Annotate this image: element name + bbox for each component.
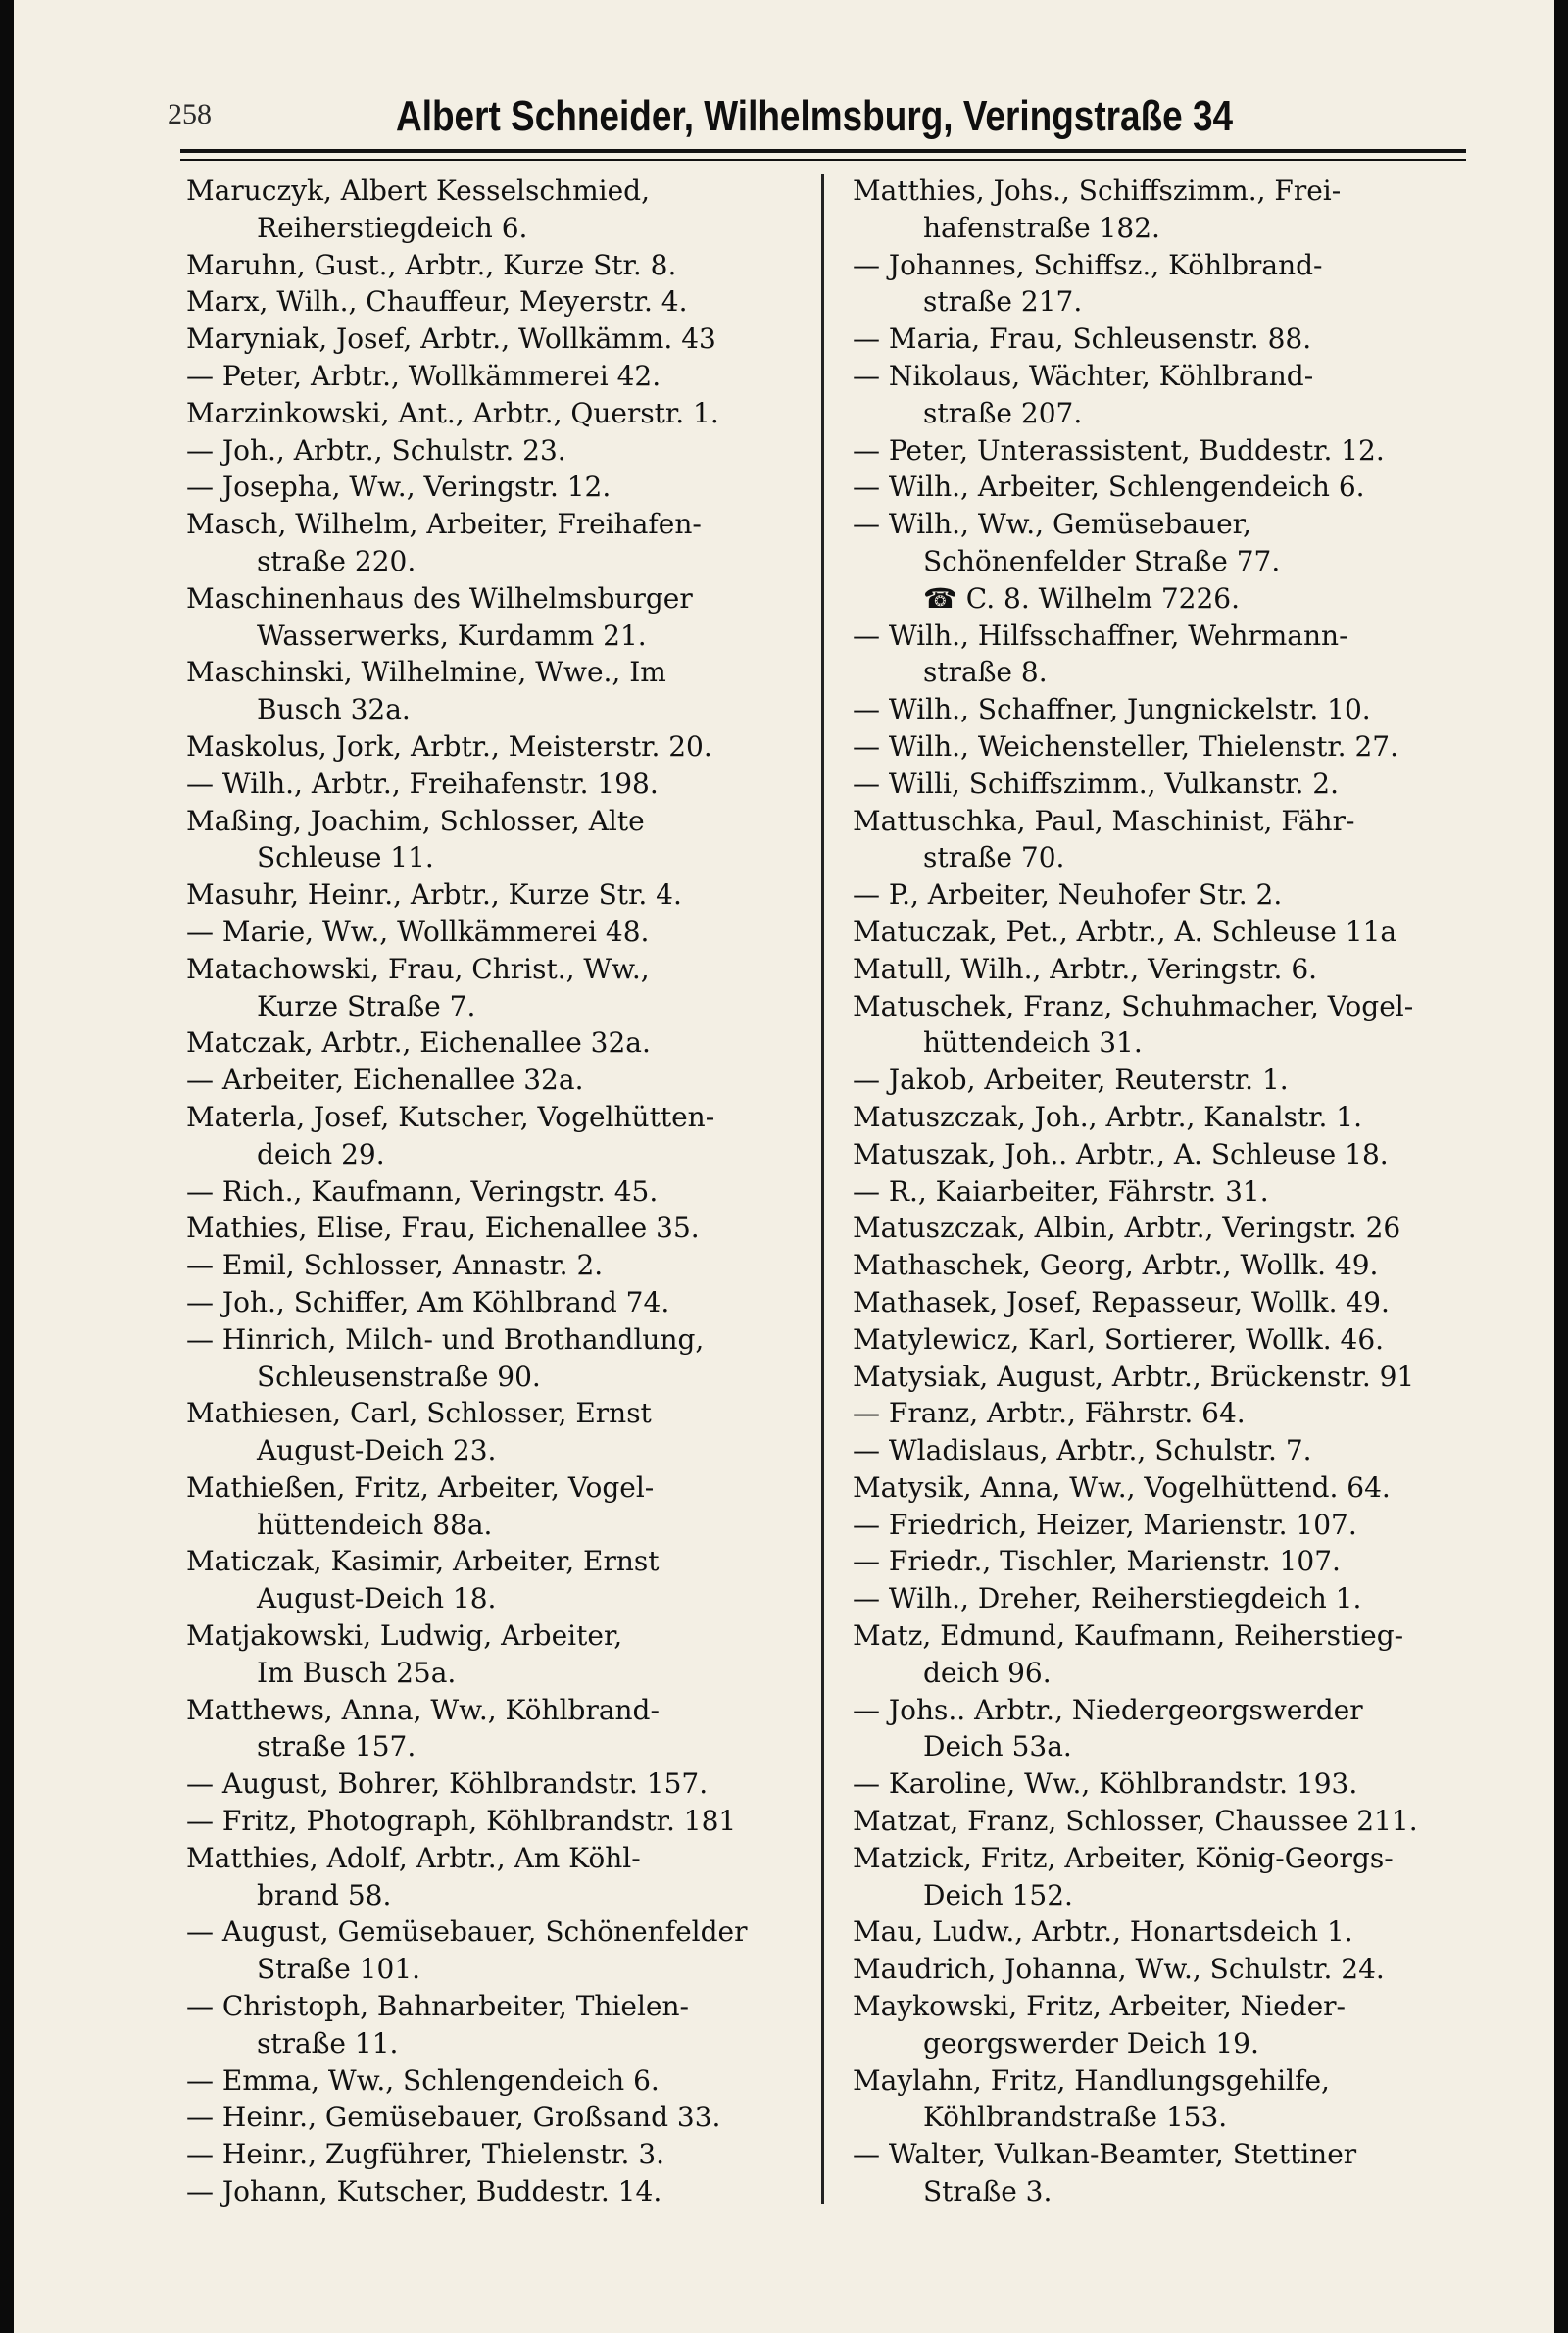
entry-line: Mathiesen, Carl, Schlosser, Ernst bbox=[186, 1397, 652, 1430]
entry-continuation-line: Im Busch 25a. bbox=[257, 1656, 457, 1689]
directory-entry bbox=[186, 914, 813, 951]
directory-entry bbox=[186, 1099, 813, 1173]
entry-line: — Wilh., Dreher, Reiherstiegdeich 1. bbox=[853, 1582, 1362, 1615]
directory-entry bbox=[853, 988, 1480, 1063]
directory-entry bbox=[853, 1210, 1480, 1247]
entry-line: — Rich., Kaufmann, Veringstr. 45. bbox=[186, 1174, 659, 1208]
directory-entry bbox=[186, 951, 813, 1025]
directory-entry bbox=[186, 321, 813, 358]
entry-line: — Marie, Ww., Wollkämmerei 48. bbox=[186, 915, 650, 948]
directory-entry bbox=[853, 1469, 1480, 1507]
directory-entry bbox=[186, 1284, 813, 1321]
entry-line: Matachowski, Frau, Christ., Ww., bbox=[186, 952, 650, 985]
directory-entry bbox=[186, 1024, 813, 1062]
entry-line: — Franz, Arbtr., Fährstr. 64. bbox=[853, 1397, 1246, 1430]
entry-line: Matylewicz, Karl, Sortierer, Wollk. 46. bbox=[853, 1322, 1385, 1356]
entry-line: Matczak, Arbtr., Eichenallee 32a. bbox=[186, 1026, 651, 1060]
entry-line: — Christoph, Bahnarbeiter, Thielen- bbox=[186, 1990, 689, 2023]
directory-entry bbox=[186, 1173, 813, 1211]
entry-continuation-line: Deich 53a. bbox=[923, 1730, 1072, 1763]
entry-line: — Friedr., Tischler, Marienstr. 107. bbox=[853, 1545, 1341, 1578]
directory-entry bbox=[186, 1210, 813, 1247]
entry-line: Matthies, Adolf, Arbtr., Am Köhl- bbox=[186, 1841, 641, 1874]
entry-line: — Wladislaus, Arbtr., Schulstr. 7. bbox=[853, 1434, 1312, 1467]
column-divider bbox=[821, 174, 824, 2204]
entry-line: — Jakob, Arbeiter, Reuterstr. 1. bbox=[853, 1064, 1289, 1097]
header-rule bbox=[180, 149, 1466, 153]
entry-line: Maryniak, Josef, Arbtr., Wollkämm. 43 bbox=[186, 323, 716, 356]
directory-entry bbox=[853, 506, 1480, 617]
entry-line: Matuszak, Joh.. Arbtr., A. Schleuse 18. bbox=[853, 1137, 1389, 1170]
directory-entry bbox=[853, 1395, 1480, 1432]
directory-entry bbox=[853, 1099, 1480, 1136]
entry-continuation-line: straße 157. bbox=[257, 1730, 416, 1763]
directory-entry bbox=[186, 1469, 813, 1544]
entry-continuation-line: deich 29. bbox=[257, 1137, 385, 1170]
directory-entry bbox=[853, 1173, 1480, 1211]
header-rule-thin bbox=[180, 159, 1466, 161]
directory-entry bbox=[186, 580, 813, 655]
entry-line: Maskolus, Jork, Arbtr., Meisterstr. 20. bbox=[186, 729, 712, 763]
directory-entry bbox=[853, 321, 1480, 358]
entry-line: — Wilh., Ww., Gemüsebauer, bbox=[853, 508, 1251, 541]
entry-continuation-line: hüttendeich 31. bbox=[923, 1026, 1143, 1060]
directory-entry bbox=[853, 1692, 1480, 1766]
entry-continuation-line: Schleusenstraße 90. bbox=[257, 1360, 541, 1393]
entry-line: — Wilh., Hilfsschaffner, Wehrmann- bbox=[853, 619, 1348, 652]
entry-line: Mathießen, Fritz, Arbeiter, Vogel- bbox=[186, 1470, 655, 1504]
directory-entry bbox=[186, 1988, 813, 2062]
directory-entry bbox=[853, 1840, 1480, 1914]
entry-line: Matuszczak, Joh., Arbtr., Kanalstr. 1. bbox=[853, 1100, 1363, 1133]
entry-line: Maschinski, Wilhelmine, Wwe., Im bbox=[186, 656, 666, 689]
entry-line: — August, Gemüsebauer, Schönenfelder bbox=[186, 1915, 748, 1949]
directory-entry bbox=[853, 728, 1480, 766]
directory-entry bbox=[853, 1507, 1480, 1544]
entry-continuation-line: straße 207. bbox=[923, 396, 1083, 429]
entry-continuation-line: Deich 152. bbox=[923, 1878, 1073, 1911]
entry-line: Matthies, Johs., Schiffszimm., Frei- bbox=[853, 174, 1342, 207]
entry-line: — Wilh., Weichensteller, Thielenstr. 27. bbox=[853, 729, 1399, 763]
directory-entry bbox=[853, 1580, 1480, 1617]
directory-entry bbox=[853, 618, 1480, 692]
directory-entry bbox=[853, 173, 1480, 247]
directory-entry bbox=[186, 2136, 813, 2173]
entry-line: Maschinenhaus des Wilhelmsburger bbox=[186, 581, 693, 615]
entry-continuation-line: ☎ C. 8. Wilhelm 7226. bbox=[923, 581, 1240, 615]
directory-entry bbox=[853, 803, 1480, 877]
entry-continuation-line: straße 70. bbox=[923, 841, 1065, 874]
directory-entry bbox=[853, 1951, 1480, 1988]
entry-continuation-line: Wasserwerks, Kurdamm 21. bbox=[257, 619, 647, 652]
entry-line: — Peter, Unterassistent, Buddestr. 12. bbox=[853, 433, 1385, 467]
entry-continuation-line: Reiherstiegdeich 6. bbox=[257, 211, 528, 244]
directory-entry bbox=[853, 1432, 1480, 1469]
page-header: Albert Schneider, Wilhelmsburg, Veringstraße 34 bbox=[396, 92, 1234, 140]
entry-line: — Wilh., Arbeiter, Schlengendeich 6. bbox=[853, 471, 1365, 504]
left-column bbox=[186, 173, 813, 2210]
entry-line: — Wilh., Arbtr., Freihafenstr. 198. bbox=[186, 767, 659, 800]
entry-continuation-line: Schönenfelder Straße 77. bbox=[923, 544, 1281, 577]
directory-entry bbox=[186, 432, 813, 470]
directory-entry bbox=[853, 766, 1480, 803]
page-number: 258 bbox=[168, 98, 212, 130]
entry-line: Maudrich, Johanna, Ww., Schulstr. 24. bbox=[853, 1953, 1385, 1986]
directory-entry bbox=[186, 1765, 813, 1803]
entry-continuation-line: August-Deich 23. bbox=[257, 1434, 497, 1467]
entry-line: — Josepha, Ww., Veringstr. 12. bbox=[186, 471, 612, 504]
directory-entry bbox=[186, 1840, 813, 1914]
directory-entry bbox=[186, 766, 813, 803]
directory-entry bbox=[186, 395, 813, 432]
entry-line: Materla, Josef, Kutscher, Vogelhütten- bbox=[186, 1100, 715, 1133]
directory-entry bbox=[186, 173, 813, 247]
entry-line: Mathasek, Josef, Repasseur, Wollk. 49. bbox=[853, 1285, 1390, 1318]
entry-line: — Joh., Arbtr., Schulstr. 23. bbox=[186, 433, 566, 467]
entry-line: — Johs.. Arbtr., Niedergeorgswerder bbox=[853, 1693, 1363, 1726]
entry-continuation-line: straße 11. bbox=[257, 2026, 399, 2060]
entry-line: — August, Bohrer, Köhlbrandstr. 157. bbox=[186, 1767, 709, 1801]
directory-entry bbox=[853, 1913, 1480, 1951]
directory-entry bbox=[853, 432, 1480, 470]
entry-line: Maßing, Joachim, Schlosser, Alte bbox=[186, 804, 645, 837]
entry-continuation-line: hüttendeich 88a. bbox=[257, 1508, 493, 1541]
directory-entry bbox=[186, 283, 813, 321]
entry-line: — Arbeiter, Eichenallee 32a. bbox=[186, 1064, 584, 1097]
entry-line: — Emil, Schlosser, Annastr. 2. bbox=[186, 1249, 604, 1282]
entry-line: — Friedrich, Heizer, Marienstr. 107. bbox=[853, 1508, 1357, 1541]
entry-line: Matzick, Fritz, Arbeiter, König-Georgs- bbox=[853, 1841, 1394, 1874]
directory-entry bbox=[186, 1913, 813, 1988]
entry-continuation-line: deich 96. bbox=[923, 1656, 1052, 1689]
entry-line: Mau, Ludw., Arbtr., Honartsdeich 1. bbox=[853, 1915, 1353, 1949]
entry-line: — Joh., Schiffer, Am Köhlbrand 74. bbox=[186, 1285, 670, 1318]
entry-line: Matysiak, August, Arbtr., Brückenstr. 91 bbox=[853, 1360, 1415, 1393]
directory-entry bbox=[853, 1136, 1480, 1173]
directory-entry bbox=[186, 728, 813, 766]
entry-continuation-line: georgswerder Deich 19. bbox=[923, 2026, 1259, 2060]
entry-line: Marzinkowski, Ant., Arbtr., Querstr. 1. bbox=[186, 396, 719, 429]
directory-entry bbox=[186, 1543, 813, 1617]
entry-line: Matzat, Franz, Schlosser, Chaussee 211. bbox=[853, 1805, 1418, 1838]
entry-line: Mattuschka, Paul, Maschinist, Fähr- bbox=[853, 804, 1355, 837]
directory-entry bbox=[853, 1062, 1480, 1099]
entry-line: — Heinr., Zugführer, Thielenstr. 3. bbox=[186, 2138, 665, 2171]
entry-continuation-line: Schleuse 11. bbox=[257, 841, 434, 874]
entry-continuation-line: Kurze Straße 7. bbox=[257, 989, 476, 1022]
entry-continuation-line: straße 8. bbox=[923, 656, 1048, 689]
entry-line: Maruczyk, Albert Kesselschmied, bbox=[186, 174, 650, 207]
entry-line: — Wilh., Schaffner, Jungnickelstr. 10. bbox=[853, 693, 1371, 726]
directory-entry bbox=[853, 1284, 1480, 1321]
entry-line: Masch, Wilhelm, Arbeiter, Freihafen- bbox=[186, 508, 702, 541]
directory-entry bbox=[853, 1988, 1480, 2062]
directory-entry bbox=[853, 691, 1480, 728]
entry-line: — Peter, Arbtr., Wollkämmerei 42. bbox=[186, 359, 662, 392]
directory-entry bbox=[186, 506, 813, 580]
directory-entry bbox=[853, 1803, 1480, 1840]
directory-entry bbox=[853, 2136, 1480, 2210]
entry-continuation-line: Straße 3. bbox=[923, 2175, 1053, 2209]
entry-line: — Johannes, Schiffsz., Köhlbrand- bbox=[853, 248, 1323, 281]
entry-line: Matuszczak, Albin, Arbtr., Veringstr. 26 bbox=[853, 1212, 1401, 1245]
directory-entry bbox=[186, 1062, 813, 1099]
entry-line: — Walter, Vulkan-Beamter, Stettiner bbox=[853, 2138, 1357, 2171]
directory-entry bbox=[853, 1321, 1480, 1359]
directory-entry bbox=[186, 1803, 813, 1840]
directory-entry bbox=[853, 914, 1480, 951]
entry-continuation-line: brand 58. bbox=[257, 1878, 392, 1911]
entry-line: Matuczak, Pet., Arbtr., A. Schleuse 11a bbox=[853, 915, 1397, 948]
entry-line: — Johann, Kutscher, Buddestr. 14. bbox=[186, 2175, 662, 2209]
directory-entry bbox=[853, 951, 1480, 988]
directory-entry bbox=[186, 876, 813, 914]
right-column bbox=[853, 173, 1480, 2210]
directory-entry bbox=[853, 1617, 1480, 1692]
directory-entry bbox=[853, 247, 1480, 322]
directory-entry bbox=[853, 2062, 1480, 2137]
entry-line: — Karoline, Ww., Köhlbrandstr. 193. bbox=[853, 1767, 1358, 1801]
entry-line: Matysik, Anna, Ww., Vogelhüttend. 64. bbox=[853, 1470, 1391, 1504]
entry-line: — Maria, Frau, Schleusenstr. 88. bbox=[853, 323, 1312, 356]
entry-continuation-line: Köhlbrandstraße 153. bbox=[923, 2101, 1228, 2134]
directory-entry bbox=[853, 1247, 1480, 1284]
entry-line: — Emma, Ww., Schlengendeich 6. bbox=[186, 2063, 660, 2097]
directory-entry bbox=[186, 469, 813, 506]
directory-page bbox=[14, 0, 1554, 2333]
entry-line: Matthews, Anna, Ww., Köhlbrand- bbox=[186, 1693, 660, 1726]
directory-entry bbox=[186, 1247, 813, 1284]
directory-entry bbox=[853, 469, 1480, 506]
directory-entry bbox=[853, 1543, 1480, 1580]
entry-line: — Nikolaus, Wächter, Köhlbrand- bbox=[853, 359, 1314, 392]
directory-entry bbox=[186, 803, 813, 877]
entry-continuation-line: hafenstraße 182. bbox=[923, 211, 1160, 244]
directory-entry bbox=[186, 247, 813, 284]
entry-line: — Willi, Schiffszimm., Vulkanstr. 2. bbox=[853, 767, 1339, 800]
directory-entry bbox=[186, 654, 813, 728]
directory-entry bbox=[186, 1395, 813, 1469]
entry-line: Masuhr, Heinr., Arbtr., Kurze Str. 4. bbox=[186, 878, 682, 912]
entry-line: Matuschek, Franz, Schuhmacher, Vogel- bbox=[853, 989, 1414, 1022]
directory-entry bbox=[186, 2062, 813, 2100]
entry-continuation-line: Busch 32a. bbox=[257, 693, 411, 726]
entry-continuation-line: Straße 101. bbox=[257, 1953, 421, 1986]
entry-line: — Fritz, Photograph, Köhlbrandstr. 181 bbox=[186, 1805, 737, 1838]
entry-line: — R., Kaiarbeiter, Fährstr. 31. bbox=[853, 1174, 1269, 1208]
directory-entry bbox=[186, 1692, 813, 1766]
entry-line: — Hinrich, Milch- und Brothandlung, bbox=[186, 1322, 705, 1356]
entry-continuation-line: straße 220. bbox=[257, 544, 416, 577]
directory-entry bbox=[186, 358, 813, 395]
directory-entry bbox=[186, 2099, 813, 2136]
entry-line: Maylahn, Fritz, Handlungsgehilfe, bbox=[853, 2063, 1330, 2097]
entry-line: — Heinr., Gemüsebauer, Großsand 33. bbox=[186, 2101, 721, 2134]
directory-entry bbox=[186, 1617, 813, 1692]
entry-line: Matull, Wilh., Arbtr., Veringstr. 6. bbox=[853, 952, 1318, 985]
directory-entry bbox=[186, 1321, 813, 1396]
entry-line: Mathies, Elise, Frau, Eichenallee 35. bbox=[186, 1212, 700, 1245]
entry-line: — P., Arbeiter, Neuhofer Str. 2. bbox=[853, 878, 1283, 912]
directory-entry bbox=[853, 876, 1480, 914]
entry-line: Maruhn, Gust., Arbtr., Kurze Str. 8. bbox=[186, 248, 677, 281]
entry-line: Matjakowski, Ludwig, Arbeiter, bbox=[186, 1619, 623, 1653]
directory-entry bbox=[853, 358, 1480, 432]
entry-line: Marx, Wilh., Chauffeur, Meyerstr. 4. bbox=[186, 285, 688, 319]
entry-line: Maykowski, Fritz, Arbeiter, Nieder- bbox=[853, 1990, 1346, 2023]
directory-entry bbox=[853, 1765, 1480, 1803]
entry-line: Mathaschek, Georg, Arbtr., Wollk. 49. bbox=[853, 1249, 1379, 1282]
entry-continuation-line: August-Deich 18. bbox=[257, 1582, 497, 1615]
entry-line: Matz, Edmund, Kaufmann, Reiherstieg- bbox=[853, 1619, 1404, 1653]
directory-entry bbox=[853, 1359, 1480, 1396]
entry-line: Maticzak, Kasimir, Arbeiter, Ernst bbox=[186, 1545, 660, 1578]
entry-continuation-line: straße 217. bbox=[923, 285, 1083, 319]
directory-entry bbox=[186, 2173, 813, 2210]
